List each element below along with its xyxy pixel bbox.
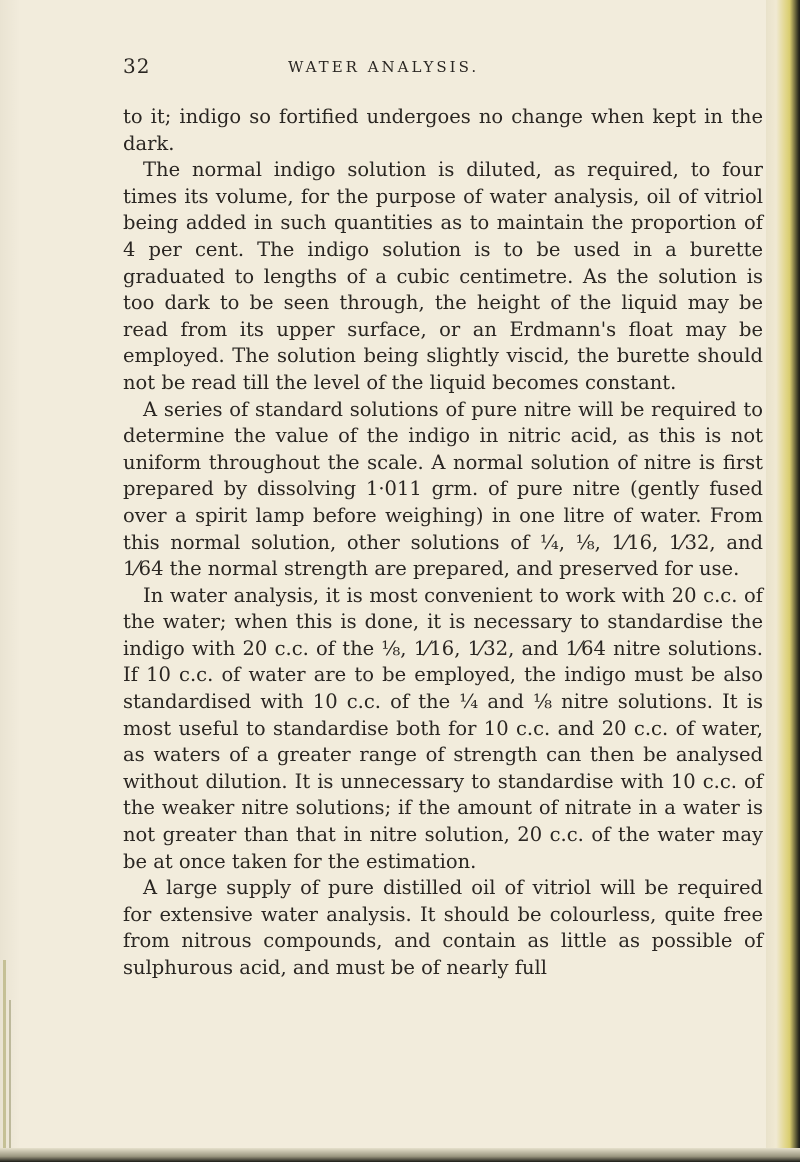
edge-stripe	[9, 1000, 11, 1150]
edge-stripe	[3, 960, 6, 1150]
page-number: 32	[123, 54, 151, 78]
paragraph: A series of standard solutions of pure nitre will be required to determine the value of the indigo in nitric acid, as this is not uniform throughout the scale. A normal solution of nitre is first prepared by dissolving 1·011 grm. of pure nitre (gently fused over a spirit lamp before weighing) in one litre of water. From this normal solution, other solutions of ¼, ⅛, 1⁄16, 1⁄32, and 1⁄64 the normal strength are prepared, and preserved for use.	[123, 397, 763, 581]
left-page-edge	[0, 0, 20, 1162]
right-page-edge	[766, 0, 800, 1162]
paragraph: In water analysis, it is most convenient to work with 20 c.c. of the water; when this is done, it is necessary to standardise the indigo with 20 c.c. of the ⅛, 1⁄16, 1⁄32, and 1⁄64 nitre solutions. If 10 c.c. of water are to be employed, the indigo must be also standardised with 10 c.c. of the ¼ and ⅛ nitre solutions. It is most useful to standardise both for 10 c.c. and 20 c.c. of water, as waters of a greater range of strength can then be analysed without dilution. It is unnecessary to standardise with 10 c.c. of the weaker nitre solutions; if the amount of nitrate in a water is not greater than that in nitre solution, 20 c.c. of the water may be at once taken for the estimation.	[123, 583, 763, 873]
paragraph: A large supply of pure distilled oil of vitriol will be required for extensive water analysis. It should be colourless, quite free from nitrous compounds, and contain as little as possible of sulphurous acid, and must be of nearly full	[123, 876, 763, 979]
paragraph: The normal indigo solution is diluted, as required, to four times its volume, for the purpose of water analysis, oil of vitriol being added in such quantities as to maintain the proportion of 4 per cent. The indigo solution is to be used in a burette graduated to lengths of a cubic centimetre. As the solution is too dark to be seen through, the height of the liquid may be read from its upper surface, or an Erdmann's float may be employed. The solution being slightly viscid, the burette should not be read till the level of the liquid becomes constant.	[123, 158, 763, 394]
paragraph: to it; indigo so fortified undergoes no change when kept in the dark.	[123, 105, 763, 155]
running-head: WATER ANALYSIS.	[288, 58, 480, 76]
body-text	[123, 104, 763, 982]
page-header	[123, 54, 763, 80]
bottom-page-edge	[0, 1148, 800, 1162]
